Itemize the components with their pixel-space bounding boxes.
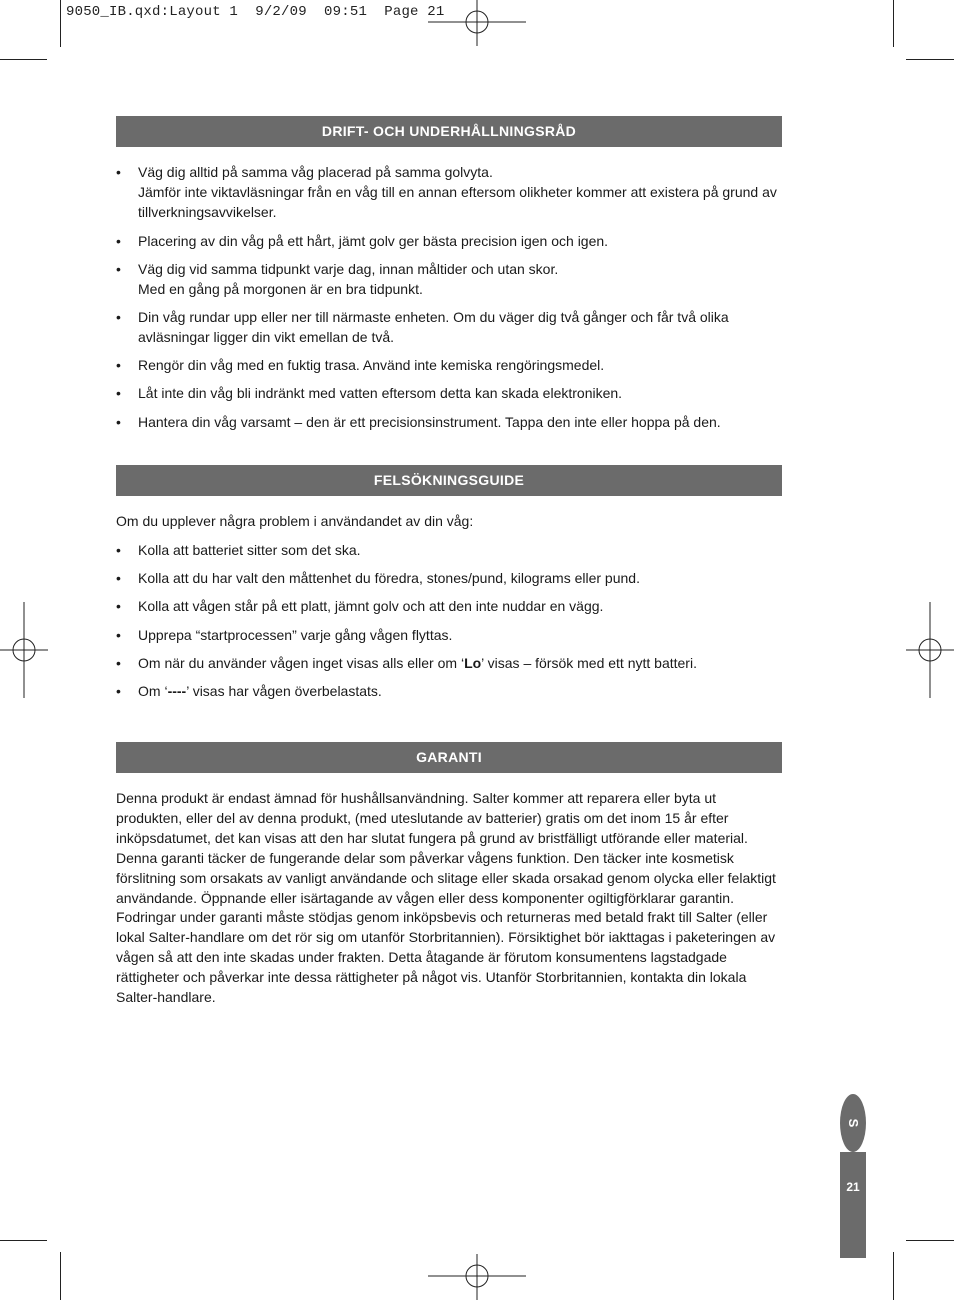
list-item [116, 355, 786, 375]
list-item-line: • Hantera din våg varsamt – den är ett precisionsinstrument. Tappa den inte eller hoppa på den. [138, 414, 721, 430]
list-item-line: • Kolla att batteriet sitter som det ska. [138, 542, 361, 558]
troubleshooting-intro: Om du upplever några problem i användandet av din våg: [116, 513, 474, 529]
crop-mark [0, 1240, 47, 1241]
crop-mark [893, 0, 894, 47]
list-item [116, 568, 786, 588]
warranty-block [116, 789, 784, 1008]
page-number-tab [840, 1152, 866, 1258]
section-header-warranty: GARANTI [116, 742, 782, 773]
list-item-line: • Väg dig alltid på samma våg placerad på samma golvyta. [138, 164, 493, 180]
warranty-text: Denna produkt är endast ämnad för hushållsanvändning. Salter kommer att reparera eller byta ut produkten, eller del av denna produkt, (med uteslutande av batterier) gratis om det inom 15 år efter inköpsdatumet, det kan visas att den har slutat fungera på grund av bristfälligt utförande eller material. Denna garanti täcker de fungerande delar som påverkar vågens funktion. Den täcker inte kosmetisk förslitning som orsakats av vanligt användande och slitage eller skada orsakad genom olycka eller felaktigt användande. Öppnande eller isärtagande av vågen eller dess komponenter ogiltigförklarar garantin. Fodringar under garanti måste stödjas genom inköpsbevis och returneras med betald frakt till Salter (eller lokal Salter-handlare om det rör sig om utanför Storbritannien). Försiktighet bör iakttagas i paketeringen av vågen så att den inte skadas under frakten. Detta åtagande är förutom konsumentens lagstadgade rättigheter och påverkar inte dessa rättigheter på något vis. Utanför Storbritannien, kontakta din lokala Salter-handlare. [116, 790, 776, 1006]
list-item [116, 653, 786, 673]
list-item-line: • Upprepa “startprocessen” varje gång vågen flyttas. [138, 627, 453, 643]
list-item [116, 540, 786, 560]
troubleshooting-block [116, 511, 786, 701]
list-item [116, 162, 786, 222]
list-item [116, 625, 786, 645]
registration-mark-top [428, 0, 526, 48]
lo-text-after: ’ visas – försök med ett nytt batteri. [481, 655, 697, 671]
page-number: 21 [846, 1180, 860, 1194]
list-item-line: • Kolla att du har valt den måttenhet du föredra, stones/pund, kilograms eller pund. [138, 570, 640, 586]
list-item [116, 231, 786, 251]
list-item-line: Jämför inte viktavläsningar från en våg till en annan eftersom olikheter kommer att existera på grund av tillverkningsavvikelser. [138, 184, 777, 220]
list-item-line [138, 653, 786, 673]
registration-mark-right [906, 602, 954, 698]
registration-mark-bottom [428, 1252, 526, 1300]
list-item-line: • Din våg rundar upp eller ner till närmaste enheten. Om du väger dig två gånger och får två olika avläsningar ligger din vikt emellan de två. [138, 309, 729, 345]
list-item-line: • Kolla att vågen står på ett platt, jämnt golv och att den inte nuddar en vägg. [138, 598, 604, 614]
printer-slug: 9050_IB.qxd:Layout 1 9/2/09 09:51 Page 21 [66, 4, 445, 20]
list-item-line: Med en gång på morgonen är en bra tidpunkt. [138, 281, 423, 297]
crop-mark [60, 0, 61, 47]
list-item-line [138, 681, 786, 701]
crop-mark [60, 1252, 61, 1300]
list-item [116, 307, 786, 347]
maintenance-list [116, 162, 786, 432]
crop-mark [0, 59, 47, 60]
lo-code: Lo [464, 655, 482, 671]
lo-text-before: Om när du använder vågen inget visas alls eller om ‘ [138, 655, 465, 671]
list-item-line: • Låt inte din våg bli indränkt med vatten eftersom detta kan skada elektroniken. [138, 385, 623, 401]
list-item-line: • Väg dig vid samma tidpunkt varje dag, innan måltider och utan skor. [138, 261, 559, 277]
section-header-maintenance: DRIFT- OCH UNDERHÅLLNINGSRÅD [116, 116, 782, 147]
dash-text-after: ’ visas har vågen överbelastats. [186, 683, 382, 699]
crop-mark [906, 1240, 954, 1241]
list-item [116, 596, 786, 616]
dash-text-before: Om ‘ [138, 683, 168, 699]
registration-mark-left [0, 602, 48, 698]
list-item-line: • Placering av din våg på ett hårt, jämt golv ger bästa precision igen och igen. [138, 233, 609, 249]
list-item [116, 681, 786, 701]
language-label: S [846, 1118, 861, 1128]
list-item [116, 259, 786, 299]
dash-code: ---- [167, 683, 187, 699]
list-item [116, 412, 786, 432]
section-header-troubleshooting: FELSÖKNINGSGUIDE [116, 465, 782, 496]
list-item [116, 383, 786, 403]
list-item-line: • Rengör din våg med en fuktig trasa. Använd inte kemiska rengöringsmedel. [138, 357, 605, 373]
crop-mark [893, 1252, 894, 1300]
crop-mark [906, 59, 954, 60]
